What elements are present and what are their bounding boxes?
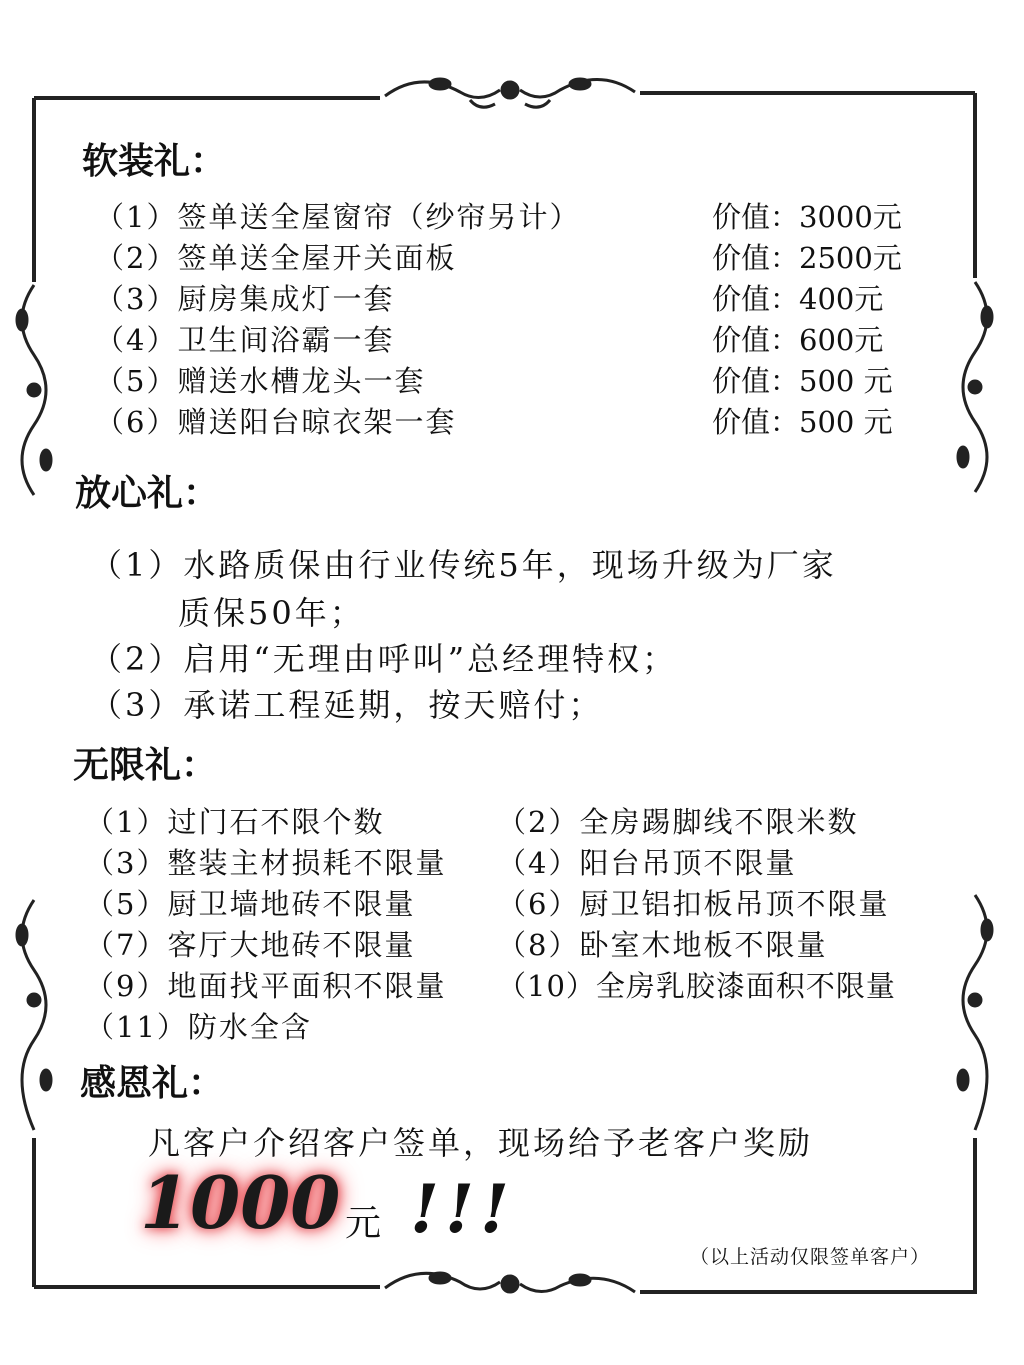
unlimited-item-8: （8）卧室木地板不限量 bbox=[497, 928, 828, 962]
soft-item-1: （1）签单送全屋窗帘（纱帘另计） bbox=[95, 200, 581, 234]
unlimited-item-4: （4）阳台吊顶不限量 bbox=[497, 846, 797, 880]
unlimited-item-11: （11）防水全含 bbox=[85, 1010, 312, 1044]
thanks-text: 凡客户介绍客户签单，现场给予老客户奖励 bbox=[148, 1124, 814, 1162]
left-side-ornament bbox=[17, 285, 51, 1130]
soft-item-6-price: 价值：500 元 bbox=[712, 405, 893, 439]
reward-amount: 1000 bbox=[140, 1160, 341, 1245]
soft-item-3: （3）厨房集成灯一套 bbox=[95, 282, 395, 316]
soft-item-5-price: 价值：500 元 bbox=[712, 364, 893, 398]
reward-unit: 元 bbox=[345, 1203, 382, 1244]
assure-line-1: （1）水路质保由行业传统5年，现场升级为厂家 bbox=[90, 546, 837, 584]
assure-line-3: （2）启用“无理由呼叫”总经理特权； bbox=[90, 640, 678, 678]
soft-item-4: （4）卫生间浴霸一套 bbox=[95, 323, 395, 357]
right-side-ornament bbox=[958, 282, 992, 1130]
footnote: （以上活动仅限签单客户） bbox=[690, 1246, 931, 1268]
assure-line-2: 质保50年； bbox=[178, 594, 365, 632]
unlimited-item-10: （10）全房乳胶漆面积不限量 bbox=[497, 969, 896, 1003]
reward-exclaim: !!! bbox=[410, 1170, 515, 1248]
soft-item-2-price: 价值：2500元 bbox=[712, 241, 902, 275]
unlimited-gift-heading: 无限礼： bbox=[73, 745, 218, 786]
unlimited-item-7: （7）客厅大地砖不限量 bbox=[85, 928, 416, 962]
soft-item-2: （2）签单送全屋开关面板 bbox=[95, 241, 457, 275]
assure-line-4: （3）承诺工程延期，按天赔付； bbox=[90, 686, 604, 724]
unlimited-item-9: （9）地面找平面积不限量 bbox=[85, 969, 447, 1003]
unlimited-item-5: （5）厨卫墙地砖不限量 bbox=[85, 887, 416, 921]
soft-item-4-price: 价值：600元 bbox=[712, 323, 884, 357]
soft-item-6: （6）赠送阳台晾衣架一套 bbox=[95, 405, 457, 439]
unlimited-item-2: （2）全房踢脚线不限米数 bbox=[497, 805, 859, 839]
top-scroll-ornament bbox=[385, 79, 635, 107]
thanks-gift-heading: 感恩礼： bbox=[80, 1063, 225, 1104]
soft-item-3-price: 价值：400元 bbox=[712, 282, 884, 316]
assure-gift-heading: 放心礼： bbox=[75, 473, 220, 514]
soft-gift-heading: 软装礼： bbox=[82, 141, 227, 182]
unlimited-item-6: （6）厨卫铝扣板吊顶不限量 bbox=[497, 887, 890, 921]
unlimited-item-1: （1）过门石不限个数 bbox=[85, 805, 385, 839]
unlimited-item-3: （3）整装主材损耗不限量 bbox=[85, 846, 447, 880]
soft-item-1-price: 价值：3000元 bbox=[712, 200, 902, 234]
bottom-scroll-ornament bbox=[385, 1273, 635, 1292]
soft-item-5: （5）赠送水槽龙头一套 bbox=[95, 364, 426, 398]
